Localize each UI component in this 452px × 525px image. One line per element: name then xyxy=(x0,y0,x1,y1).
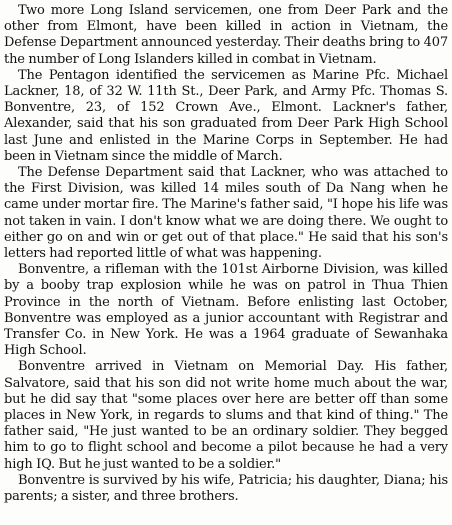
article-paragraph-2: The Pentagon identified the servicemen as Marine Pfc. Michael Lackner, 18, of 32 W. 11th St., Deer Park, and Army Pfc. Thomas S. Bonventre, 23, of 152 Crown Ave., Elmont. Lackner's father, Alexander, said that his son graduated from Deer Park High School last June and enlisted in the Marine Corps in September. He had been in Vietnam since the middle of March. xyxy=(4,67,448,164)
article-paragraph-4: Bonventre, a rifleman with the 101st Airborne Division, was killed by a booby trap explosion while he was on patrol in Thua Thien Province in the north of Vietnam. Before enlisting last October, Bonventre was employed as a junior accountant with Registrar and Transfer Co. in New York. He was a 1964 graduate of Sewanhaka High School. xyxy=(4,262,448,359)
article-paragraph-6: Bonventre is survived by his wife, Patricia; his daughter, Diana; his parents; a sister, and three brothers. xyxy=(4,472,448,505)
article-paragraph-1: Two more Long Island servicemen, one from Deer Park and the other from Elmont, have been killed in action in Vietnam, the Defense Department announced yesterday. Their deaths bring to 407 the number of Long Islanders killed in combat in Vietnam. xyxy=(4,3,448,67)
article-paragraph-3: The Defense Department said that Lackner, who was attached to the First Division, was killed 14 miles south of Da Nang when he came under mortar fire. The Marine's father said, "I hope his life was not taken in vain. I don't know what we are doing there. We ought to either go on and win or get out of that place." He said that his son's letters had reported little of what was happening. xyxy=(4,165,448,262)
article-paragraph-5: Bonventre arrived in Vietnam on Memorial Day. His father, Salvatore, said that his son did not write home much about the war, but he did say that "some places over here are better off than some places in New York, in regards to slums and that kind of thing." The father said, "He just wanted to be an ordinary soldier. They begged him to go to flight school and become a pilot because he had a very high IQ. But he just wanted to be a soldier." xyxy=(4,359,448,472)
